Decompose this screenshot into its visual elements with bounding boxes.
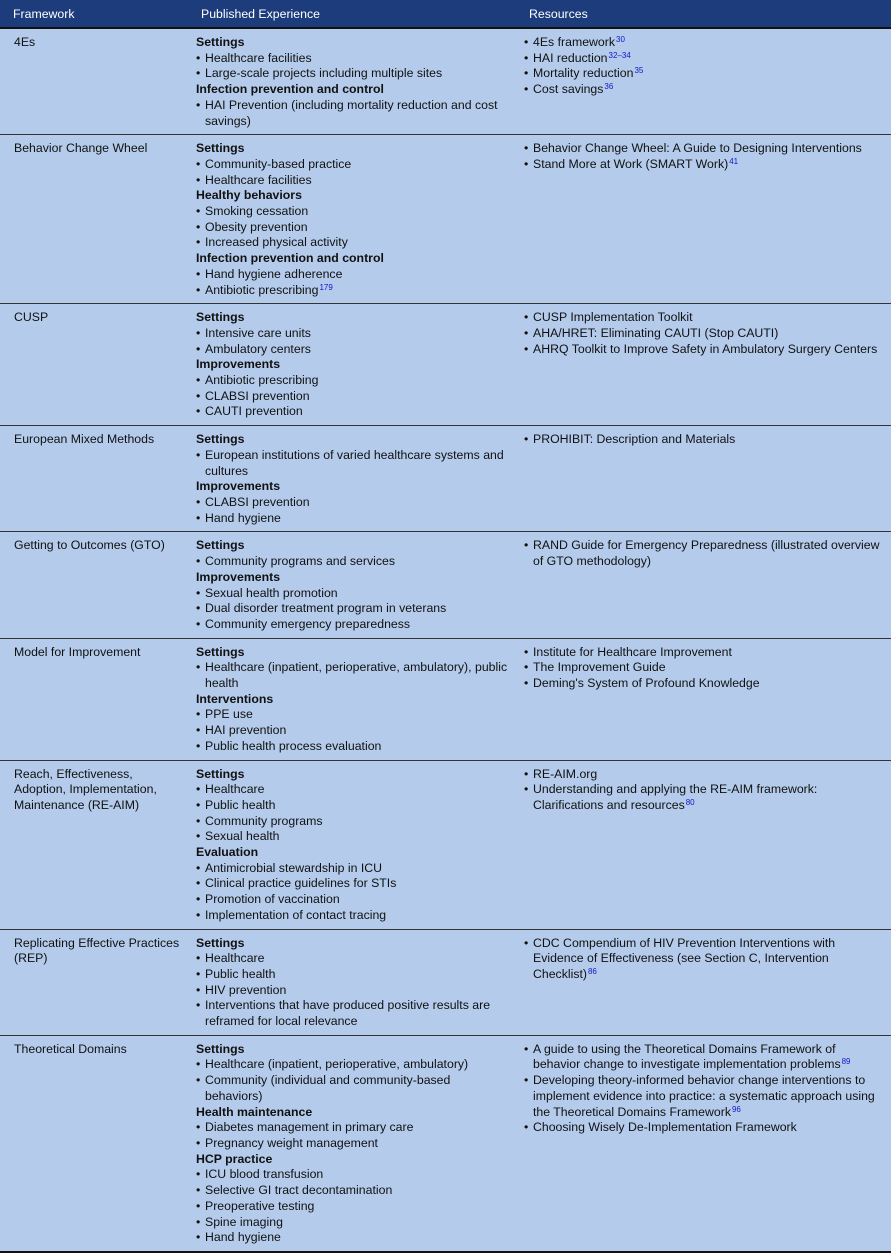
resource-text: CDC Compendium of HIV Prevention Interventions with Evidence of Effectiveness (see Section C, Intervention Checklist) (533, 935, 836, 981)
resource-list-item (524, 1073, 885, 1120)
citation-ref: 96 (731, 1104, 741, 1114)
resources-cell (516, 760, 891, 929)
experience-list-item (196, 908, 510, 924)
framework-cell: Theoretical Domains (0, 1035, 188, 1252)
resources-cell (516, 426, 891, 532)
section-heading (196, 251, 510, 267)
resource-list-item (524, 538, 885, 569)
resource-list-item (524, 141, 885, 157)
section-heading (196, 538, 510, 554)
experience-list-item (196, 983, 510, 999)
experience-list-item (196, 861, 510, 877)
experience-list-item (196, 342, 510, 358)
item-text: Community emergency preparedness (205, 616, 411, 631)
item-text: Settings (196, 310, 245, 325)
resource-list-item (524, 157, 885, 173)
experience-list-item (196, 1120, 510, 1136)
experience-list-item (196, 495, 510, 511)
resource-text: PROHIBIT: Description and Materials (533, 432, 736, 447)
item-text: Healthy behaviors (196, 188, 302, 203)
section-heading (196, 479, 510, 495)
item-text: Public health (205, 797, 276, 812)
experience-list-item (196, 739, 510, 755)
item-text: Settings (196, 644, 245, 659)
item-text: Interventions that have produced positive results are reframed for local relevance (205, 998, 491, 1029)
resource-text: RE-AIM.org (533, 766, 598, 781)
citation-ref: 35 (634, 66, 644, 76)
experience-list-item (196, 829, 510, 845)
item-text: Obesity prevention (205, 219, 308, 234)
item-text: CAUTI prevention (205, 404, 303, 419)
item-text: Community (individual and community-based behaviors) (205, 1073, 451, 1103)
item-text: CLABSI prevention (205, 494, 310, 509)
item-text: Community-based practice (205, 156, 352, 171)
item-text: Public health process evaluation (205, 738, 382, 753)
item-text: Settings (196, 766, 245, 781)
section-heading (196, 432, 510, 448)
item-text: Improvements (196, 569, 281, 584)
resource-text: Deming's System of Profound Knowledge (533, 676, 760, 691)
item-text: Sexual health promotion (205, 585, 338, 600)
table-row (0, 135, 891, 304)
experience-list-item (196, 1230, 510, 1246)
item-text: HCP practice (196, 1151, 273, 1166)
resource-text: Understanding and applying the RE-AIM framework: Clarifications and resources (533, 782, 818, 812)
resource-list-item (524, 342, 885, 358)
experience-list-item (196, 1136, 510, 1152)
citation-ref: 89 (841, 1057, 851, 1067)
header-resources: Resources (516, 0, 891, 28)
framework-cell: 4Es (0, 28, 188, 135)
item-text: Hand hygiene (205, 1230, 281, 1245)
experience-list-item (196, 601, 510, 617)
resource-list-item (524, 310, 885, 326)
published-experience-cell (188, 1035, 516, 1252)
item-text: HAI prevention (205, 723, 287, 738)
resources-cell (516, 929, 891, 1035)
experience-list-item (196, 404, 510, 420)
item-text: Healthcare facilities (205, 50, 312, 65)
resource-text: A guide to using the Theoretical Domains Framework of behavior change to investigate implementation problems (533, 1041, 841, 1072)
resource-text: HAI reduction (533, 50, 608, 65)
section-heading (196, 1105, 510, 1121)
experience-list-item (196, 98, 510, 129)
resource-list-item (524, 936, 885, 983)
experience-list-item (196, 586, 510, 602)
experience-list-item (196, 782, 510, 798)
experience-list-item (196, 220, 510, 236)
table-row (0, 532, 891, 638)
item-text: HAI Prevention (including mortality reduction and cost savings) (205, 97, 498, 128)
experience-list-item (196, 554, 510, 570)
item-text: Healthcare (205, 782, 265, 797)
resource-text: Cost savings (533, 82, 604, 97)
table-row (0, 304, 891, 426)
resources-cell (516, 28, 891, 135)
item-text: Settings (196, 35, 245, 49)
item-text: Antimicrobial stewardship in ICU (205, 860, 383, 875)
section-heading (196, 767, 510, 783)
item-text: Evaluation (196, 845, 259, 860)
item-text: ICU blood transfusion (205, 1167, 324, 1182)
citation-ref: 36 (604, 82, 614, 92)
resource-text: Behavior Change Wheel: A Guide to Designing Interventions (533, 141, 862, 156)
experience-list-item (196, 1073, 510, 1104)
experience-list-item (196, 66, 510, 82)
resources-cell (516, 135, 891, 304)
experience-list-item (196, 660, 510, 691)
experience-list-item (196, 173, 510, 189)
experience-list-item (196, 51, 510, 67)
resource-list-item (524, 35, 885, 51)
item-text: Settings (196, 538, 245, 553)
resources-cell (516, 638, 891, 760)
section-heading (196, 141, 510, 157)
experience-list-item (196, 1167, 510, 1183)
experience-list-item (196, 373, 510, 389)
section-heading (196, 1152, 510, 1168)
resource-list-item (524, 676, 885, 692)
experience-list-item (196, 235, 510, 251)
citation-ref: 80 (685, 797, 695, 807)
item-text: Healthcare (205, 951, 265, 966)
experience-list-item (196, 283, 510, 299)
experience-list-item (196, 1215, 510, 1231)
item-text: Settings (196, 935, 245, 950)
section-heading (196, 82, 510, 98)
resource-text: Developing theory-informed behavior change interventions to implement evidence into practice: a systematic approach using the Theoretical Domains Framework (533, 1073, 875, 1119)
published-experience-cell (188, 532, 516, 638)
item-text: Sexual health (205, 829, 280, 844)
section-heading (196, 357, 510, 373)
section-heading (196, 188, 510, 204)
resource-text: The Improvement Guide (533, 660, 666, 675)
item-text: Pregnancy weight management (205, 1136, 378, 1150)
experience-list-item (196, 892, 510, 908)
item-text: Community programs and services (205, 554, 395, 569)
header-published-experience: Published Experience (188, 0, 516, 28)
experience-list-item (196, 798, 510, 814)
experience-list-item (196, 1199, 510, 1215)
section-heading (196, 692, 510, 708)
section-heading (196, 310, 510, 326)
resource-list-item (524, 660, 885, 676)
header-framework: Framework (0, 0, 188, 28)
item-text: Infection prevention and control (196, 82, 384, 97)
resource-list-item (524, 645, 885, 661)
resource-list-item (524, 1042, 885, 1073)
experience-list-item (196, 1057, 510, 1073)
resource-text: AHA/HRET: Eliminating CAUTI (Stop CAUTI) (533, 325, 779, 340)
resource-list-item (524, 782, 885, 813)
published-experience-cell (188, 638, 516, 760)
experience-list-item (196, 967, 510, 983)
item-text: Implementation of contact tracing (205, 907, 387, 922)
experience-list-item (196, 1183, 510, 1199)
resource-text: Stand More at Work (SMART Work) (533, 156, 729, 171)
item-text: Settings (196, 141, 245, 156)
section-heading (196, 645, 510, 661)
experience-list-item (196, 876, 510, 892)
framework-cell: Replicating Effective Practices (REP) (0, 929, 188, 1035)
table-row (0, 760, 891, 929)
item-text: Hand hygiene (205, 510, 281, 525)
published-experience-cell (188, 28, 516, 135)
experience-list-item (196, 998, 510, 1029)
item-text: Healthcare (inpatient, perioperative, ambulatory), public health (205, 660, 508, 691)
experience-list-item (196, 707, 510, 723)
citation-ref: 86 (587, 966, 597, 976)
experience-list-item (196, 448, 510, 479)
experience-list-item (196, 723, 510, 739)
item-text: Settings (196, 432, 245, 447)
item-text: Increased physical activity (205, 235, 348, 250)
section-heading (196, 845, 510, 861)
resource-list-item (524, 767, 885, 783)
item-text: Clinical practice guidelines for STIs (205, 876, 397, 891)
resource-list-item (524, 1120, 885, 1136)
table-header-row (0, 0, 891, 28)
published-experience-cell (188, 929, 516, 1035)
resource-text: CUSP Implementation Toolkit (533, 310, 693, 325)
framework-cell: Getting to Outcomes (GTO) (0, 532, 188, 638)
item-text: Selective GI tract decontamination (205, 1183, 393, 1198)
item-text: Settings (196, 1041, 245, 1056)
item-text: Healthcare (inpatient, perioperative, ambulatory) (205, 1057, 469, 1072)
item-text: Public health (205, 966, 276, 981)
section-heading (196, 1042, 510, 1058)
item-text: Interventions (196, 691, 274, 706)
item-text: Antibiotic prescribing (205, 282, 319, 297)
item-text: Community programs (205, 813, 323, 828)
resource-text: Institute for Healthcare Improvement (533, 644, 732, 659)
experience-list-item (196, 157, 510, 173)
resource-list-item (524, 51, 885, 67)
section-heading (196, 35, 510, 51)
item-text: CLABSI prevention (205, 388, 310, 403)
resource-text: RAND Guide for Emergency Preparedness (illustrated overview of GTO methodology) (533, 538, 880, 569)
item-text: Healthcare facilities (205, 172, 312, 187)
item-text: Large-scale projects including multiple sites (205, 66, 443, 81)
resource-text: 4Es framework (533, 35, 616, 49)
item-text: Ambulatory centers (205, 341, 311, 356)
resource-list-item (524, 66, 885, 82)
resource-text: Mortality reduction (533, 66, 634, 81)
resource-list-item (524, 432, 885, 448)
item-text: Preoperative testing (205, 1198, 315, 1213)
experience-list-item (196, 511, 510, 527)
resources-cell (516, 1035, 891, 1252)
section-heading (196, 570, 510, 586)
experience-list-item (196, 326, 510, 342)
experience-list-item (196, 814, 510, 830)
published-experience-cell (188, 426, 516, 532)
item-text: Hand hygiene adherence (205, 266, 343, 281)
item-text: Dual disorder treatment program in veterans (205, 601, 447, 616)
item-text: Promotion of vaccination (205, 892, 340, 907)
framework-cell: European Mixed Methods (0, 426, 188, 532)
table-row (0, 929, 891, 1035)
table-row (0, 638, 891, 760)
section-heading (196, 936, 510, 952)
resource-text: Choosing Wisely De-Implementation Framework (533, 1120, 797, 1135)
experience-list-item (196, 617, 510, 633)
item-text: Health maintenance (196, 1104, 313, 1119)
table-row (0, 28, 891, 135)
item-text: Antibiotic prescribing (205, 373, 319, 388)
experience-list-item (196, 389, 510, 405)
table-row (0, 426, 891, 532)
item-text: Smoking cessation (205, 204, 309, 219)
resource-text: AHRQ Toolkit to Improve Safety in Ambulatory Surgery Centers (533, 341, 878, 356)
resources-cell (516, 304, 891, 426)
resources-cell (516, 532, 891, 638)
item-text: Improvements (196, 357, 281, 372)
framework-cell: Reach, Effectiveness, Adoption, Implementation, Maintenance (RE-AIM) (0, 760, 188, 929)
citation-ref: 41 (729, 156, 739, 166)
published-experience-cell (188, 304, 516, 426)
item-text: Diabetes management in primary care (205, 1120, 414, 1135)
experience-list-item (196, 204, 510, 220)
table-body (0, 28, 891, 1252)
citation-ref: 30 (616, 35, 625, 44)
experience-list-item (196, 267, 510, 283)
item-text: Intensive care units (205, 325, 311, 340)
citation-ref: 32–34 (608, 50, 631, 60)
item-text: Infection prevention and control (196, 251, 384, 266)
item-text: PPE use (205, 707, 253, 722)
resource-list-item (524, 82, 885, 98)
item-text: Spine imaging (205, 1214, 283, 1229)
framework-cell: Behavior Change Wheel (0, 135, 188, 304)
framework-cell: CUSP (0, 304, 188, 426)
item-text: Improvements (196, 479, 281, 494)
published-experience-cell (188, 760, 516, 929)
framework-cell: Model for Improvement (0, 638, 188, 760)
experience-list-item (196, 951, 510, 967)
item-text: European institutions of varied healthcare systems and cultures (205, 447, 504, 478)
citation-ref: 179 (319, 282, 333, 292)
table-row (0, 1035, 891, 1252)
resource-list-item (524, 326, 885, 342)
published-experience-cell (188, 135, 516, 304)
item-text: HIV prevention (205, 982, 287, 997)
